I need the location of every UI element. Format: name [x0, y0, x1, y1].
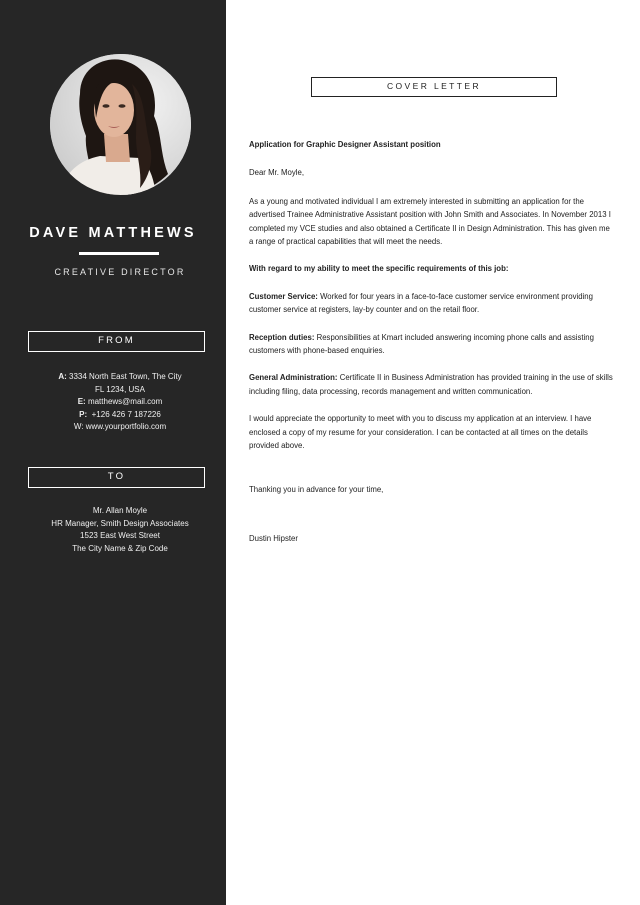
email-value: matthews@mail.com: [87, 397, 163, 407]
item-label: General Administration:: [249, 373, 338, 383]
letter-area: [226, 0, 640, 905]
letter-greeting: Dear Mr. Moyle,: [249, 168, 305, 178]
item-text: Certificate II in Business Administration has provided training in the use of skills including filing, data processing, records management and written communication.: [249, 373, 613, 396]
from-phone: [0, 409, 240, 422]
to-line: 1523 East West Street: [80, 531, 160, 541]
item-text: Worked for four years in a face-to-face customer service environment providing customer service at registers, lay-by counter and on the retail floor.: [249, 291, 593, 315]
letter-thanks: Thanking you in advance for your time,: [249, 484, 384, 494]
item-label: Customer Service:: [249, 291, 318, 301]
from-heading: FROM: [28, 331, 205, 352]
address-label: A:: [58, 372, 67, 381]
name-divider: [79, 252, 159, 255]
from-address-line1: [0, 371, 240, 384]
to-details: [0, 505, 240, 555]
web-value: www.yourportfolio.com: [85, 422, 167, 432]
letter-intro: As a young and motivated individual I am extremely interested in submitting an application for the advertised Trainee Administrative Assistant position with John Smith and Associates. In November 2013 I completed my VCE studies and also obtained a Certificate II in Design Administration. This has given me a range of practical capabilities that will meet the needs.: [249, 196, 611, 247]
web-label: W:: [73, 422, 84, 432]
phone-value: +126 426 7 187226: [91, 409, 161, 419]
profile-photo: [50, 54, 191, 195]
from-email: [0, 396, 240, 409]
email-label: E:: [77, 397, 86, 407]
to-line: HR Manager, Smith Design Associates: [51, 518, 189, 528]
item-label: Reception duties:: [249, 332, 315, 342]
to-heading: TO: [28, 467, 205, 488]
letter-subject: Application for Graphic Designer Assistant position: [249, 140, 441, 149]
letter-closing: I would appreciate the opportunity to meet with you to discuss my application at an interview. I have enclosed a copy of my resume for your consideration. I can be contacted at all times on the details provided above.: [249, 414, 592, 451]
to-line: The City Name & Zip Code: [72, 543, 168, 553]
portrait-image: [50, 54, 191, 195]
letter-item: [249, 371, 615, 398]
from-details: [0, 371, 240, 434]
profile-name: DAVE MATTHEWS: [29, 225, 197, 241]
sidebar: [0, 0, 226, 905]
from-address-line2: FL 1234, USA: [95, 384, 145, 394]
cover-letter-heading: COVER LETTER: [311, 77, 557, 97]
letter-item: [249, 290, 615, 317]
from-web: [0, 421, 240, 434]
letter-body: [249, 138, 615, 559]
to-line: Mr. Allan Moyle: [92, 506, 148, 515]
letter-signature: Dustin Hipster: [249, 533, 298, 543]
item-text: Responsibilities at Kmart included answering incoming phone calls and assisting customers with phone-based enquiries.: [249, 332, 594, 356]
profile-role: CREATIVE DIRECTOR: [54, 267, 186, 277]
phone-label: P:: [79, 409, 88, 419]
letter-item: [249, 331, 615, 358]
address-value: 3334 North East Town, The City: [69, 372, 182, 381]
letter-lead: With regard to my ability to meet the specific requirements of this job:: [249, 264, 509, 274]
